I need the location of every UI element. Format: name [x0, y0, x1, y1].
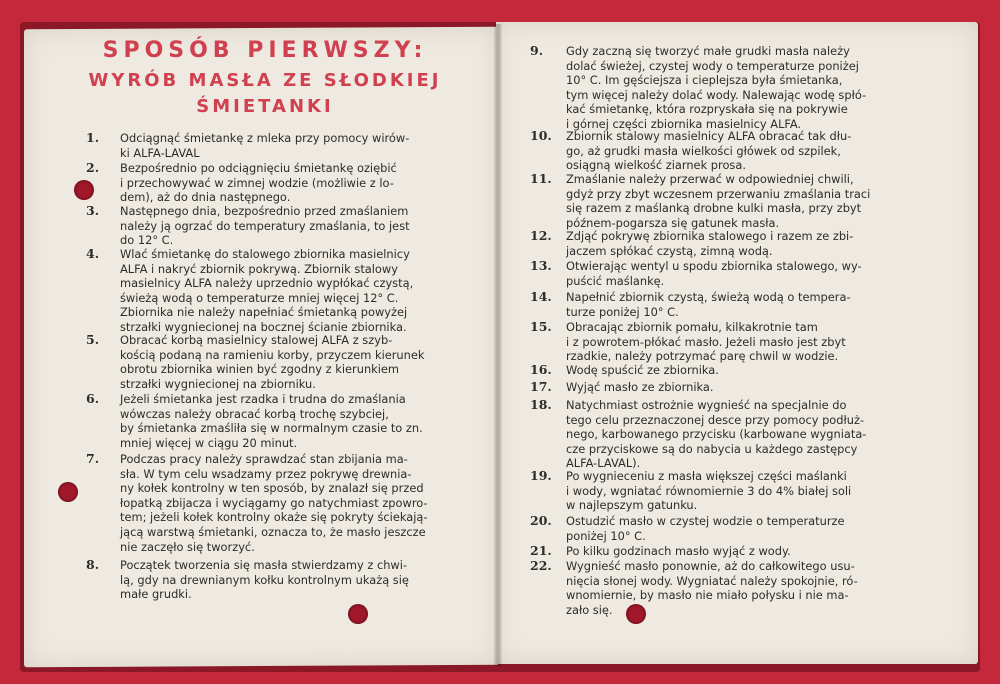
item-text [120, 204, 410, 248]
text-line: dem), aż do dnia następnego. [120, 190, 291, 205]
text-line: ALFA-LAVAL). [566, 456, 641, 471]
text-line: tego celu przeznaczonej desce przy pomocy podłuż- [566, 412, 865, 427]
item-text [120, 392, 423, 450]
text-line: wnomiernie, by masło nie miało połysku i nie ma- [566, 588, 849, 603]
item-text [120, 131, 409, 160]
text-line: łopatką zbijacza i wyciągamy go natychmiast zpowro- [120, 495, 428, 510]
punch-hole [58, 482, 78, 502]
text-line: zało się. [566, 602, 613, 617]
title-line-3: ŚMIETANKI [196, 96, 334, 117]
punch-hole [626, 604, 646, 624]
text-line: Natychmiast ostrożnie wygnieść na specjalnie do [566, 398, 847, 412]
text-line: Wygnieść masło ponownie, aż do całkowitego usu- [566, 559, 855, 573]
item-number: 20. [530, 513, 552, 528]
text-line: Odciągnąć śmietankę z mleka przy pomocy wirów- [120, 131, 410, 145]
item-number: 21. [530, 543, 552, 558]
text-line: gdyż przy zbyt wczesnem przerwaniu zmaślania traci [566, 186, 871, 201]
text-line: Początek tworzenia się masła stwierdzamy z chwi- [120, 558, 408, 572]
text-line: ALFA i nakryć zbiornik pokrywą. Zbiornik stalowy [120, 261, 398, 276]
text-line: ki ALFA-LAVAL [120, 145, 200, 160]
text-line: późnem-pogarsza się gatunek masła. [566, 215, 780, 230]
text-line: Zmaślanie należy przerwać w odpowiedniej chwili, [566, 172, 854, 186]
item-number: 5. [86, 332, 100, 347]
item-text [566, 259, 862, 288]
text-line: mniej więcej w ciągu 20 minut. [120, 435, 298, 450]
text-line: Wyjąć masło ze zbiornika. [566, 380, 714, 394]
item-number: 17. [530, 379, 552, 394]
text-line: poniżej 10° C. [566, 528, 646, 543]
text-line: Po kilku godzinach masło wyjąć z wody. [566, 544, 791, 558]
item-number: 6. [86, 391, 100, 406]
item-number: 4. [86, 246, 100, 261]
text-line: Obracać korbą masielnicy stalowej ALFA z szyb- [120, 333, 393, 347]
item-text [566, 229, 853, 258]
item-text [566, 544, 791, 559]
item-text [566, 380, 713, 395]
text-line: rzadkie, należy potrzymać parę chwil w wodzie. [566, 349, 839, 364]
text-line: jącą warstwą śmietanki, oznacza to, że masło jeszcze [120, 524, 426, 539]
item-text [566, 559, 858, 617]
text-line: Jeżeli śmietanka jest rzadka i trudna do zmaślania [120, 392, 406, 406]
title-line-1: SPOSÓB PIERWSZY: [102, 38, 428, 63]
text-line: nego, karbowanego przycisku (karbowane wygniata- [566, 427, 867, 442]
text-line: ny kołek kontrolny w ten sposób, by znalazł się przed [120, 481, 424, 496]
text-line: lą, gdy na drewnianym kołku kontrolnym ukażą się [120, 572, 409, 587]
item-text [566, 172, 870, 230]
item-text [120, 558, 409, 602]
item-text [566, 320, 846, 364]
text-line: strzałki wygniecionej na zbiorniku. [120, 376, 316, 391]
item-text [566, 290, 851, 319]
text-line: tem; jeżeli kołek kontrolny okaże się pokryty ściekają- [120, 510, 428, 525]
text-line: dolać świeżej, czystej wody o temperaturze poniżej [566, 58, 859, 73]
text-line: kać śmietankę, która rozpryskała się na pokrywie [566, 102, 848, 117]
text-line: należy ją ogrzać do temperatury zmaślania, to jest [120, 218, 410, 233]
item-text [566, 469, 851, 513]
item-number: 19. [530, 468, 552, 483]
text-line: jaczem spłókać czystą, zimną wodą. [566, 243, 773, 258]
item-number: 1. [86, 130, 100, 145]
text-line: strzałki wygniecionej na bocznej ścianie zbiornika. [120, 319, 407, 334]
item-number: 8. [86, 557, 100, 572]
item-number: 13. [530, 258, 552, 273]
text-line: Podczas pracy należy sprawdzać stan zbijania ma- [120, 452, 408, 466]
text-line: Obracając zbiornik pomału, kilkakrotnie tam [566, 320, 818, 334]
item-number: 7. [86, 451, 100, 466]
text-line: Zbiornika nie należy napełniać śmietanką powyżej [120, 305, 408, 320]
item-number: 14. [530, 289, 552, 304]
text-line: Zdjąć pokrywę zbiornika stalowego i razem ze zbi- [566, 229, 854, 243]
text-line: Następnego dnia, bezpośrednio przed zmaślaniem [120, 204, 409, 218]
item-text [566, 514, 845, 543]
text-line: Wlać śmietankę do stalowego zbiornika masielnicy [120, 247, 410, 261]
item-number: 12. [530, 228, 552, 243]
text-line: Gdy zaczną się tworzyć małe grudki masła należy [566, 44, 850, 58]
item-text [566, 44, 866, 132]
text-line: turze poniżej 10° C. [566, 304, 679, 319]
item-text [120, 333, 424, 391]
text-line: się razem z maślanką drobne kulki masła, przy zbyt [566, 201, 862, 216]
text-line: i przechowywać w zimnej wodzie (możliwie z lo- [120, 175, 394, 190]
text-line: obrotu zbiornika winien być zgodny z kierunkiem [120, 362, 400, 377]
text-line: Napełnić zbiornik czystą, świeżą wodą o tempera- [566, 290, 851, 304]
text-line: tym więcej należy dolać wody. Nalewając wodę spłó- [566, 87, 867, 102]
text-line: i górnej części zbiornika masielnicy ALFA. [566, 116, 802, 131]
item-text [120, 247, 413, 335]
title-line-2: WYRÓB MASŁA ZE SŁODKIEJ [88, 70, 442, 91]
item-number: 16. [530, 362, 552, 377]
text-line: i z powrotem-płókać masło. Jeżeli masło jest zbyt [566, 334, 846, 349]
item-number: 11. [530, 171, 552, 186]
item-number: 2. [86, 160, 100, 175]
page-fold [494, 24, 502, 666]
item-text [566, 398, 866, 471]
text-line: puścić maślankę. [566, 273, 665, 288]
text-line: i wody, wgniatać równomiernie 3 do 4% białej soli [566, 483, 852, 498]
text-line: by śmietanka zmaśliła się w normalnym czasie to zn. [120, 421, 423, 436]
text-line: świeżą wodą o temperaturze mniej więcej 12° C. [120, 290, 399, 305]
text-line: Zbiornik stalowy masielnicy ALFA obracać tak dłu- [566, 129, 852, 143]
text-line: Po wygnieceniu z masła większej części maślanki [566, 469, 847, 483]
item-text [120, 452, 428, 554]
text-line: sła. W tym celu wsadzamy przez pokrywę drewnia- [120, 466, 412, 481]
text-line: 10° C. Im gęściejsza i cieplejsza była śmietanka, [566, 73, 843, 88]
item-text [120, 161, 397, 205]
item-number: 15. [530, 319, 552, 334]
text-line: do 12° C. [120, 233, 174, 248]
text-line: Ostudzić masło w czystej wodzie o temperaturze [566, 514, 845, 528]
text-line: osiągną wielkość ziarnek prosa. [566, 158, 746, 173]
text-line: Otwierając wentyl u spodu zbiornika stalowego, wy- [566, 259, 862, 273]
text-line: go, aż grudki masła wielkości główek od szpilek, [566, 143, 841, 158]
text-line: w najlepszym gatunku. [566, 498, 698, 513]
punch-hole [74, 180, 94, 200]
text-line: kością podaną na ramieniu korby, przyczem kierunek [120, 347, 425, 362]
item-number: 10. [530, 128, 552, 143]
text-line: nie zaczęło się tworzyć. [120, 539, 255, 554]
text-line: Wodę spuścić ze zbiornika. [566, 363, 719, 377]
text-line: nięcia słonej wody. Wygniatać należy spokojnie, ró- [566, 573, 858, 588]
item-text [566, 129, 851, 173]
item-number: 3. [86, 203, 100, 218]
text-line: małe grudki. [120, 587, 192, 602]
text-line: wówczas należy obracać korbą trochę szybciej, [120, 406, 389, 421]
item-number: 18. [530, 397, 552, 412]
item-text [566, 363, 719, 378]
text-line: Bezpośrednio po odciągnięciu śmietankę oziębić [120, 161, 397, 175]
punch-hole [348, 604, 368, 624]
text-line: masielnicy ALFA należy uprzednio wypłókać czystą, [120, 276, 414, 291]
text-line: cze przyciskowe są do nabycia u każdego zastępcy [566, 441, 858, 456]
item-number: 9. [530, 43, 544, 58]
item-number: 22. [530, 558, 552, 573]
